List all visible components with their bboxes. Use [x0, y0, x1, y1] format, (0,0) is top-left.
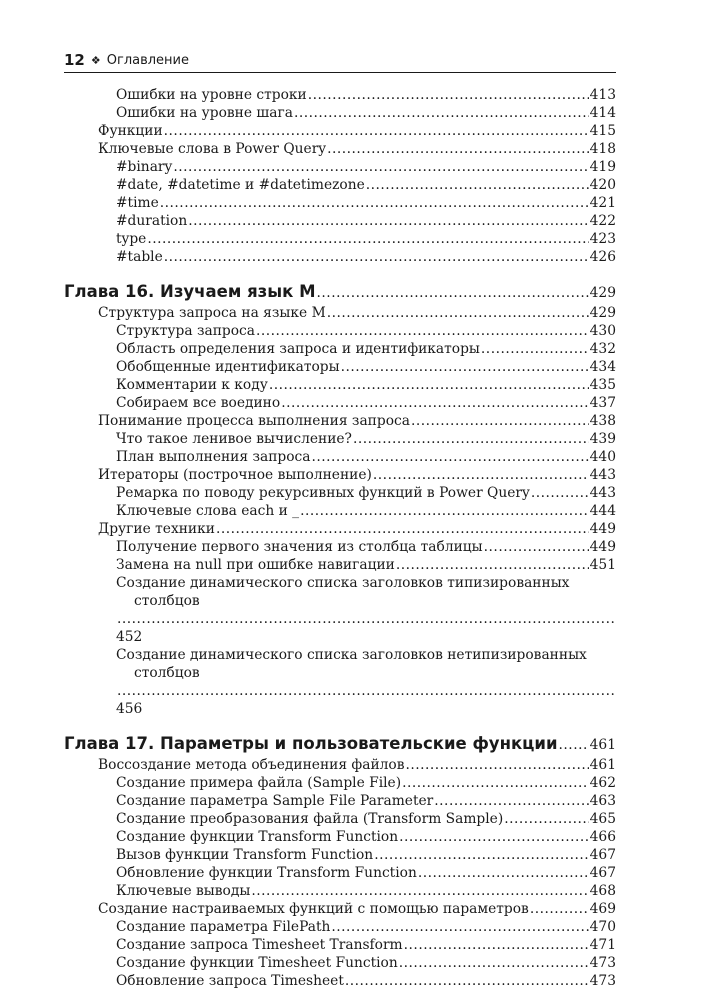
- toc-page-number: 444: [589, 503, 616, 519]
- toc-page-number: 467: [589, 865, 616, 881]
- toc-entry[interactable]: [64, 412, 616, 430]
- toc-entry-title: Вызов функции Transform Function: [116, 847, 374, 863]
- toc-page-number: 473: [589, 973, 616, 989]
- dot-leader: [411, 412, 589, 430]
- toc-entry-title: Создание функции Timesheet Function: [116, 955, 398, 971]
- toc-entry[interactable]: [64, 900, 616, 918]
- toc-entry-title: Ошибки на уровне шага: [116, 105, 293, 121]
- toc-entry-title: Создание запроса Timesheet Transform: [116, 937, 403, 953]
- toc-page-number: 437: [589, 395, 616, 411]
- dot-leader: [117, 610, 615, 628]
- toc-entry[interactable]: [64, 538, 616, 556]
- toc-entry-title: Структура запроса на языке M: [98, 305, 326, 321]
- toc-page-number: 468: [589, 883, 616, 899]
- toc-page-number: 422: [589, 213, 616, 229]
- toc-entry[interactable]: [64, 574, 616, 646]
- dot-leader: [251, 882, 588, 900]
- toc-entry-title: Создание настраиваемых функций с помощью параметров: [98, 901, 529, 917]
- toc-entry[interactable]: [64, 86, 616, 104]
- dot-leader: [341, 358, 589, 376]
- toc-entry[interactable]: [64, 448, 616, 466]
- toc-entry[interactable]: [64, 122, 616, 140]
- toc-entry[interactable]: [64, 358, 616, 376]
- toc-page-number: 439: [589, 431, 616, 447]
- toc-entry-title: #time: [116, 195, 159, 211]
- dot-leader: [256, 322, 589, 340]
- toc-entry-title: Замена на null при ошибке навигации: [116, 557, 395, 573]
- toc-entry[interactable]: [64, 194, 616, 212]
- toc-page-number: 471: [589, 937, 616, 953]
- toc-entry[interactable]: [64, 394, 616, 412]
- dot-leader: [345, 972, 589, 990]
- dot-leader: [504, 810, 588, 828]
- toc-entry[interactable]: [64, 212, 616, 230]
- dot-leader: [300, 502, 589, 520]
- toc-page-number: 443: [589, 467, 616, 483]
- toc-entry[interactable]: [64, 954, 616, 972]
- dot-leader: [294, 104, 589, 122]
- toc-entry[interactable]: [64, 140, 616, 158]
- toc-entry-title: Ключевые слова each и _: [116, 503, 300, 519]
- dot-leader: [117, 682, 615, 700]
- toc-entry[interactable]: [64, 104, 616, 122]
- toc-entry-title: Создание параметра Sample File Parameter: [116, 793, 434, 809]
- dot-leader: [530, 900, 589, 918]
- table-of-contents: [64, 86, 616, 990]
- toc-entry[interactable]: [64, 882, 616, 900]
- toc-entry[interactable]: [64, 304, 616, 322]
- dot-leader: [374, 846, 588, 864]
- toc-entry[interactable]: [64, 322, 616, 340]
- dot-leader: [434, 792, 588, 810]
- dot-leader: [312, 448, 589, 466]
- toc-entry-title: Создание функции Transform Function: [116, 829, 399, 845]
- toc-entry-title: type: [116, 231, 147, 247]
- toc-entry[interactable]: [64, 556, 616, 574]
- dot-leader: [164, 248, 589, 266]
- toc-page-number: 461: [589, 737, 616, 753]
- dot-leader: [481, 340, 589, 358]
- dot-leader: [327, 304, 589, 322]
- running-header: [64, 50, 616, 70]
- toc-page-number: 449: [589, 539, 616, 555]
- toc-page-number: 451: [589, 557, 616, 573]
- toc-page-number: 461: [589, 757, 616, 773]
- ornament-icon: ❖: [90, 53, 101, 67]
- toc-entry-title: Функции: [98, 123, 163, 139]
- dot-leader: [404, 936, 589, 954]
- toc-entry-title: План выполнения запроса: [116, 449, 311, 465]
- toc-entry-title: #duration: [116, 213, 188, 229]
- toc-entry-title: Создание параметра FilePath: [116, 919, 331, 935]
- toc-page-number: 418: [589, 141, 616, 157]
- toc-entry-title: Обновление функции Transform Function: [116, 865, 417, 881]
- toc-page-number: 435: [589, 377, 616, 393]
- toc-chapter-entry[interactable]: [64, 732, 616, 756]
- toc-page-number: 415: [589, 123, 616, 139]
- toc-entry[interactable]: [64, 774, 616, 792]
- toc-page-number: 414: [589, 105, 616, 121]
- dot-leader: [531, 484, 589, 502]
- toc-entry[interactable]: [64, 430, 616, 448]
- toc-page-number: 413: [589, 87, 616, 103]
- toc-entry-title: Другие техники: [98, 521, 215, 537]
- toc-page-number: 432: [589, 341, 616, 357]
- toc-entry-title: Область определения запроса и идентификаторы: [116, 341, 480, 357]
- dot-leader: [396, 556, 589, 574]
- toc-entry[interactable]: [64, 176, 616, 194]
- toc-page-number: 429: [589, 285, 616, 301]
- toc-entry[interactable]: [64, 158, 616, 176]
- toc-entry[interactable]: [64, 646, 616, 718]
- toc-entry-title: Понимание процесса выполнения запроса: [98, 413, 410, 429]
- toc-entry-title: #date, #datetime и #datetimezone: [116, 177, 365, 193]
- chapter-title: Глава 17. Параметры и пользовательские функции: [64, 734, 558, 753]
- toc-entry-title-continuation: столбцов: [134, 593, 200, 609]
- dot-leader: [399, 954, 589, 972]
- toc-entry-title: Структура запроса: [116, 323, 255, 339]
- toc-entry[interactable]: [64, 376, 616, 394]
- dot-leader: [308, 86, 589, 104]
- dot-leader: [281, 394, 588, 412]
- toc-page-number: 440: [589, 449, 616, 465]
- toc-page-number: 421: [589, 195, 616, 211]
- toc-page-number: 429: [589, 305, 616, 321]
- toc-entry-title: Создание преобразования файла (Transform Sample): [116, 811, 504, 827]
- toc-page-number: 456: [116, 701, 143, 717]
- toc-page-number: 463: [589, 793, 616, 809]
- toc-entry-title: Создание динамического списка заголовков типизированных: [116, 575, 570, 591]
- toc-page-number: 419: [589, 159, 616, 175]
- dot-leader: [173, 158, 588, 176]
- toc-page-number: 467: [589, 847, 616, 863]
- toc-entry-title: Итераторы (построчное выполнение): [98, 467, 372, 483]
- toc-entry-title: Что такое ленивое вычисление?: [116, 431, 352, 447]
- toc-entry-title: Ремарка по поводу рекурсивных функций в Power Query: [116, 485, 530, 501]
- toc-page-number: 426: [589, 249, 616, 265]
- toc-entry-title: Обновление запроса Timesheet: [116, 973, 344, 989]
- dot-leader: [216, 520, 589, 538]
- dot-leader: [147, 230, 588, 248]
- toc-chapter-entry[interactable]: [64, 280, 616, 304]
- toc-entry-title: Собираем все воедино: [116, 395, 281, 411]
- toc-page-number: 470: [589, 919, 616, 935]
- dot-leader: [399, 828, 589, 846]
- toc-entry[interactable]: [64, 230, 616, 248]
- toc-entry-title: Ключевые слова в Power Query: [98, 141, 327, 157]
- toc-entry-title: #table: [116, 249, 163, 265]
- toc-entry[interactable]: [64, 864, 616, 882]
- dot-leader: [405, 756, 588, 774]
- dot-leader: [484, 538, 589, 556]
- toc-page-number: 452: [116, 629, 143, 645]
- toc-entry[interactable]: [64, 792, 616, 810]
- dot-leader: [559, 733, 589, 757]
- toc-entry-title-continuation: столбцов: [134, 665, 200, 681]
- toc-entry[interactable]: [64, 936, 616, 954]
- chapter-title: Глава 16. Изучаем язык M: [64, 282, 316, 301]
- toc-entry[interactable]: [64, 248, 616, 266]
- toc-entry-title: Обобщенные идентификаторы: [116, 359, 340, 375]
- toc-entry[interactable]: [64, 972, 616, 990]
- toc-entry[interactable]: [64, 846, 616, 864]
- toc-entry-title: Ошибки на уровне строки: [116, 87, 307, 103]
- dot-leader: [418, 864, 589, 882]
- dot-leader: [373, 466, 589, 484]
- toc-entry-title: #binary: [116, 159, 173, 175]
- toc-entry[interactable]: [64, 828, 616, 846]
- running-header-title: Оглавление: [106, 52, 190, 68]
- toc-entry[interactable]: [64, 520, 616, 538]
- toc-page-number: 443: [589, 485, 616, 501]
- page-number: 12: [64, 51, 85, 69]
- toc-entry-title: Создание примера файла (Sample File): [116, 775, 402, 791]
- dot-leader: [327, 140, 589, 158]
- dot-leader: [188, 212, 588, 230]
- toc-page-number: 449: [589, 521, 616, 537]
- dot-leader: [164, 122, 589, 140]
- toc-page-number: 473: [589, 955, 616, 971]
- toc-page-number: 434: [589, 359, 616, 375]
- toc-page-number: 466: [589, 829, 616, 845]
- dot-leader: [269, 376, 589, 394]
- header-rule: [64, 72, 616, 73]
- dot-leader: [331, 918, 588, 936]
- toc-page-number: 423: [589, 231, 616, 247]
- dot-leader: [353, 430, 589, 448]
- toc-page-number: 462: [589, 775, 616, 791]
- toc-entry-title: Создание динамического списка заголовков нетипизированных: [116, 647, 587, 663]
- toc-entry[interactable]: [64, 918, 616, 936]
- chapter-spacer: [64, 718, 616, 732]
- toc-page-number: 438: [589, 413, 616, 429]
- toc-page-number: 420: [589, 177, 616, 193]
- toc-entry-title: Ключевые выводы: [116, 883, 251, 899]
- toc-page-number: 430: [589, 323, 616, 339]
- toc-entry[interactable]: [64, 502, 616, 520]
- toc-entry-title: Получение первого значения из столбца таблицы: [116, 539, 483, 555]
- dot-leader: [160, 194, 589, 212]
- toc-entry-title: Комментарии к коду: [116, 377, 268, 393]
- dot-leader: [366, 176, 589, 194]
- toc-page-number: 465: [589, 811, 616, 827]
- chapter-spacer: [64, 266, 616, 280]
- dot-leader: [317, 281, 589, 305]
- toc-entry[interactable]: [64, 340, 616, 358]
- toc-entry[interactable]: [64, 810, 616, 828]
- toc-entry[interactable]: [64, 756, 616, 774]
- toc-page-number: 469: [589, 901, 616, 917]
- dot-leader: [402, 774, 589, 792]
- toc-entry[interactable]: [64, 466, 616, 484]
- toc-entry-title: Воссоздание метода объединения файлов: [98, 757, 405, 773]
- toc-entry[interactable]: [64, 484, 616, 502]
